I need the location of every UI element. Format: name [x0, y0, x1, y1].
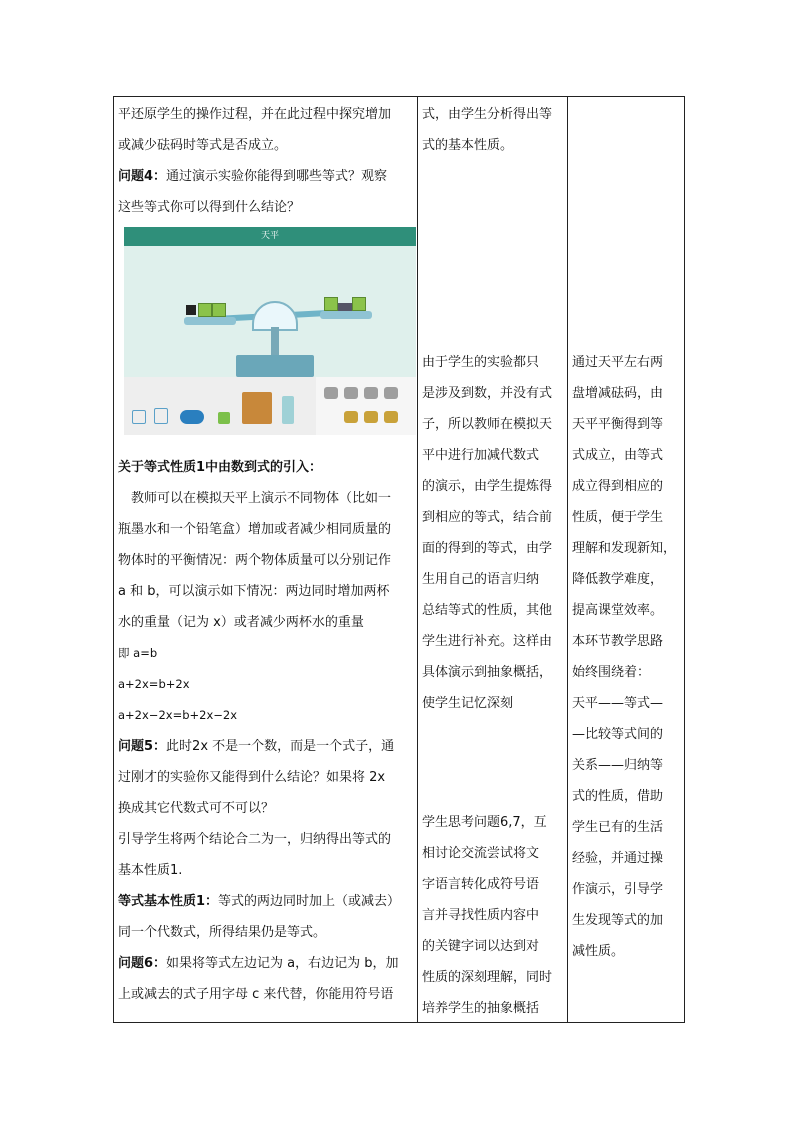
column-divider [567, 97, 568, 1022]
property-label: 等式基本性质1： [118, 894, 219, 909]
text-line: 作演示，引导学 [572, 882, 664, 897]
equation: 即 a=b [118, 646, 158, 660]
text-line: 的演示，由学生提炼得 [422, 479, 553, 494]
text-line: 换成其它代数式可不可以？ [118, 801, 275, 816]
text-line: 式的基本性质。 [422, 138, 514, 153]
question-5 [118, 731, 416, 762]
weight-icon [384, 387, 398, 399]
vase-icon [282, 396, 294, 424]
text-line: 物体时的平衡情况：两个物体质量可以分别记作 [118, 553, 392, 568]
glass-icon [154, 408, 168, 424]
activity-block-1 [422, 347, 552, 719]
question-label: 问题4： [118, 169, 167, 184]
question-text: 此时2x 不是一个数，而是一个式子，通 [166, 739, 395, 754]
weight-icon [384, 411, 398, 423]
weight-icon [324, 387, 338, 399]
text-line: 面的得到的等式，由学 [422, 541, 553, 556]
bucket-icon [242, 392, 272, 424]
balance-simulation-image [124, 227, 416, 446]
text-line: 言并寻找性质内容中 [422, 908, 540, 923]
text-line: 式，由学生分析得出等 [422, 107, 553, 122]
text-line: 天平——等式— [572, 696, 664, 711]
text-line: 提高课堂效率。 [572, 603, 664, 618]
text-line: 始终围绕着： [572, 665, 651, 680]
equation: a+2x−2x=b+2x−2x [118, 708, 238, 722]
student-activity-column [422, 97, 566, 1022]
weight-icon [344, 387, 358, 399]
teapot-icon [180, 410, 204, 424]
activity-block-2 [422, 807, 552, 1022]
text-line: 本环节教学思路 [572, 634, 664, 649]
cup-icon [324, 297, 338, 311]
text-line: 字语言转化成符号语 [422, 877, 540, 892]
equation: a+2x=b+2x [118, 677, 190, 691]
left-pan [184, 317, 236, 325]
question-text: 通过演示实验你能得到哪些等式？观察 [166, 169, 388, 184]
text-line: 总结等式的性质，其他 [422, 603, 553, 618]
text-line: 成立得到相应的 [572, 479, 664, 494]
text-line: 由于学生的实验都只 [422, 355, 540, 370]
text-line: 关系——归纳等 [572, 758, 664, 773]
text-line: 上或减去的式子用字母 c 来代替，你能用符号语 [118, 987, 394, 1002]
cup-icon [198, 303, 212, 317]
text-line: 式的性质，借助 [572, 789, 664, 804]
cup-icon [212, 303, 226, 317]
text-line: 减性质。 [572, 944, 625, 959]
text-line: 使学生记忆深刻 [422, 696, 514, 711]
intent-block [572, 347, 676, 967]
text-line: 式成立，由等式 [572, 448, 664, 463]
property-1 [118, 886, 416, 917]
text-line: 相讨论交流尝试将文 [422, 846, 540, 861]
text-line: 这些等式你可以得到什么结论？ [118, 200, 301, 215]
text-line: 教师可以在模拟天平上演示不同物体（比如一 [131, 491, 392, 506]
text-line: 是涉及到数，并没有式 [422, 386, 553, 401]
text-line: 培养学生的抽象概括 [422, 1001, 540, 1016]
text-line: 到相应的等式，结合前 [422, 510, 553, 525]
text-line: 过刚才的实验你又能得到什么结论？如果将 2x [118, 770, 386, 785]
weights-tray [316, 377, 416, 435]
text-line: 基本性质1. [118, 863, 183, 878]
text-line: 的关键字词以达到对 [422, 939, 540, 954]
text-line: 学生思考问题6,7，互 [422, 815, 547, 830]
text-line: 学生进行补充。这样由 [422, 634, 553, 649]
text-line: 同一个代数式，所得结果仍是等式。 [118, 925, 327, 940]
scale-base [236, 355, 314, 377]
text-line: 水的重量（记为 x）或者减少两杯水的重量 [118, 615, 364, 630]
question-6 [118, 948, 416, 979]
text-line: 生发现等式的加 [572, 913, 664, 928]
text-line: 降低教学难度， [572, 572, 664, 587]
text-line: 具体演示到抽象概括， [422, 665, 553, 680]
text-line: 引导学生将两个结论合二为一，归纳得出等式的 [118, 832, 392, 847]
text-line: 平还原学生的操作过程，并在此过程中探究增加 [118, 107, 392, 122]
text-line: 理解和发现新知， [572, 541, 677, 556]
text-line: 或减少砝码时等式是否成立。 [118, 138, 288, 153]
glass-icon [132, 410, 146, 424]
text-line: —比较等式间的 [572, 727, 664, 742]
text-line: 子，所以教师在模拟天 [422, 417, 553, 432]
text-line: 盘增减砝码，由 [572, 386, 664, 401]
text-line: 平中进行加减代数式 [422, 448, 540, 463]
right-pan [320, 311, 372, 319]
question-label: 问题5： [118, 739, 167, 754]
question-text: 如果将等式左边记为 a，右边记为 b，加 [166, 956, 399, 971]
lesson-table [113, 96, 685, 1023]
pencil-case-icon [338, 303, 352, 311]
design-intent-column [572, 97, 684, 1022]
cup-icon [218, 412, 230, 424]
text-line: 通过天平左右两 [572, 355, 664, 370]
text-line: 性质，便于学生 [572, 510, 664, 525]
section-heading: 关于等式性质1中由数到式的引入： [118, 460, 323, 475]
ink-bottle-icon [186, 305, 196, 315]
question-label: 问题6： [118, 956, 167, 971]
text-line: 瓶墨水和一个铅笔盒）增加或者减少相同质量的 [118, 522, 392, 537]
cup-icon [352, 297, 366, 311]
intro-section [118, 452, 416, 1010]
weight-icon [344, 411, 358, 423]
text-line: 性质的深刻理解，同时 [422, 970, 553, 985]
text-line: 天平平衡得到等 [572, 417, 664, 432]
teaching-process-column [118, 97, 416, 1022]
text-line: a 和 b，可以演示如下情况：两边同时增加两杯 [118, 584, 390, 599]
image-title: 天平 [124, 227, 416, 246]
weight-icon [364, 387, 378, 399]
property-text: 等式的两边同时加上（或减去） [218, 894, 401, 909]
weight-icon [364, 411, 378, 423]
items-shelf [124, 377, 324, 435]
column-divider [417, 97, 418, 1022]
text-line: 学生已有的生活 [572, 820, 664, 835]
text-line: 生用自己的语言归纳 [422, 572, 540, 587]
question-4 [118, 161, 416, 192]
text-line: 经验，并通过操 [572, 851, 664, 866]
